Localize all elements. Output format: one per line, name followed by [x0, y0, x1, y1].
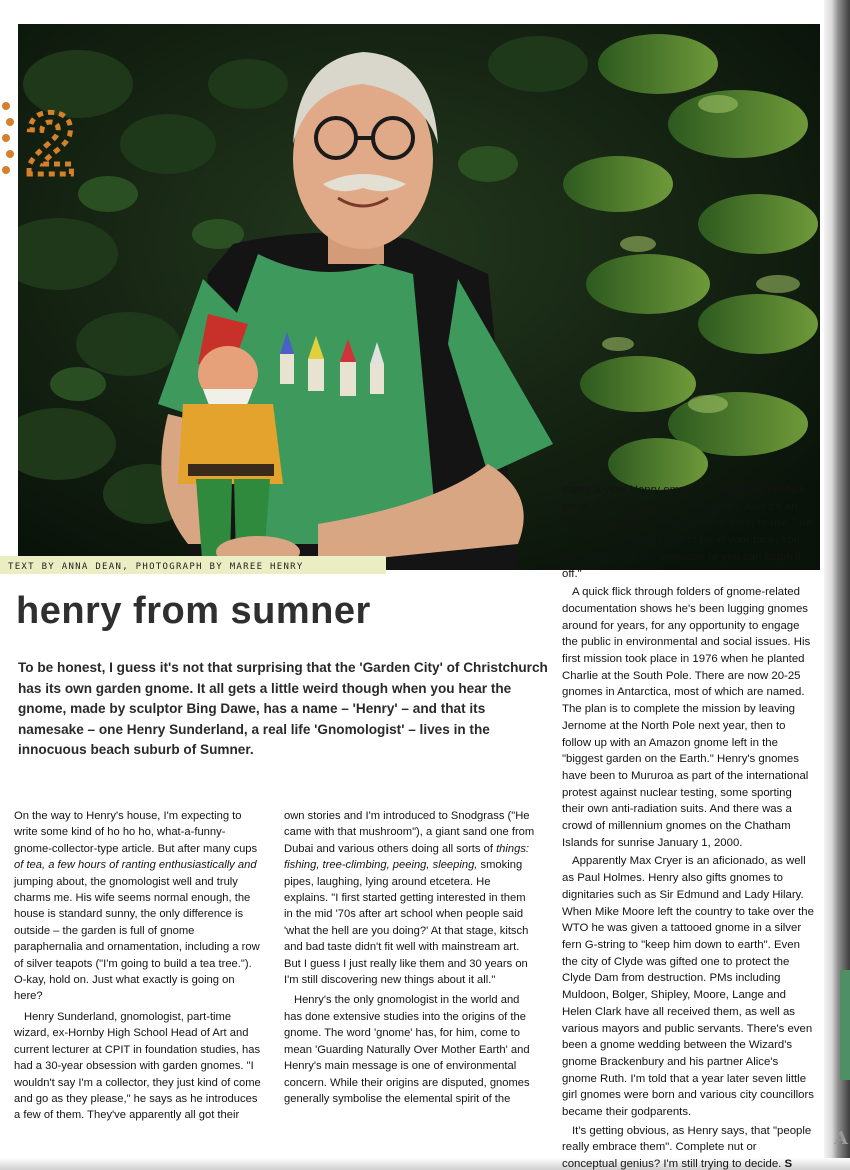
next-page-letter: A	[834, 1128, 848, 1149]
body-paragraph: A quick flick through folders of gnome-related documentation shows he's been lugging gnomes around for years, for any opportunity to engage the public in environmental and social issues. His first mission took place in 1976 when he planted Charlie at the South Pole. There are now 20-25 gnomes in Antarctica, most of which are named. The plan is to complete the mission by leaving Jernome at the North Pole next year, then to follow up with an Amazon gnome left in the "biggest garden on the Earth." Henry's gnomes have been to Mururoa as part of the international protest against nuclear testing, some sporting their own anti-radiation suits. And there was a crowd of millennium gnomes on the Chatham Islands for sunrise January 1, 2000.	[562, 586, 811, 849]
body-column-3	[562, 482, 814, 1170]
body-text-italic: things: fishing, tree-climbing, peeing, sleeping,	[284, 842, 530, 872]
body-text-italic: of tea, a few hours of ranting enthusiastically and	[14, 859, 257, 872]
photo-credit: TEXT BY ANNA DEAN, PHOTOGRAPH BY MAREE HENRY	[8, 562, 304, 572]
article-lede: To be honest, I guess it's not that surprising that the 'Garden City' of Christchurch has its own garden gnome. It all gets a little weird though when you hear the gnome, made by sculptor Bing Dawe, has a name – 'Henry' – and that its namesake – one Henry Sunderland, a real life 'Gnomologist' – lives in the innocuous beach suburb of Sumner.	[18, 660, 548, 757]
body-paragraph: earth, a view Henry employs to highlight the fact we're slowing destroying the planet. And it's an ingenious symbol. "They're a fun thing to use," he says, "as it doesn't have to be in your face. You can either take the message or you can laugh it off."	[562, 484, 812, 580]
page-edge-shadow	[824, 0, 850, 1170]
body-paragraph	[14, 808, 262, 1005]
body-paragraph: Apparently Max Cryer is an aficionado, as well as Paul Holmes. Henry also gifts gnomes to dignitaries such as Sir Edmund and Lady Hilary. When Mike Moore left the country to take over the WTO he was given a tattooed gnome in a silver fern G-string to "keep him down to earth". Even the city of Clyde was gifted one to protect the Clyde Dam from destruction. PMs including Muldoon, Bolger, Shipley, Moore, Lange and Helen Clark have all received them, as well as various mayors and public servants. There's even been a gnome wedding between the Wizard's gnome Brackenbury and his partner Alice's gnome Ruth. I'm told that a year later seven little girl gnomes were born and various city councillors became their godparents.	[562, 855, 814, 1119]
badge-dots	[2, 102, 14, 174]
body-text: jumping about, the gnomologist well and truly charms me. His wife seems normal enough, the house is standard sunny, the only difference is outside – the garden is full of gnome paraphernalia and ornamentation, including a row of silver teapots ("I'm going to build a tea tree."). O-kay, hold on. Just what exactly is going on here?	[14, 875, 260, 1003]
body-text: smoking pipes, laughing, lying around etcetera. He explains. "I first started getting interested in them in the mid '70s after art school when people said 'what the hell are you doing?' At that stage, kitsch and bad taste didn't fit well with mainstream art. But I guess I just really like them and 30 years on I'm still discovering new things about it all."	[284, 859, 529, 987]
end-mark: S	[784, 1158, 793, 1170]
body-paragraph: Henry Sunderland, gnomologist, part-time wizard, ex-Hornby High School Head of Art and current lecturer at CPIT in foundation studies, has had a 30-year obsession with garden gnomes. "I wouldn't say I'm a collector, they just kind of come and go as they please," he says as he introduces a few of them. They've apparently all got their	[14, 1010, 261, 1122]
body-paragraph	[562, 1123, 814, 1170]
body-text: own stories and I'm introduced to Snodgrass ("He came with that mushroom"), a giant sand one from Dubai and various others doing all sorts of	[284, 810, 535, 855]
article-headline: henry from sumner	[16, 590, 371, 632]
body-paragraph: Henry's the only gnomologist in the world and has done extensive studies into the origins of the gnome. The word 'gnome' has, for him, come to mean 'Guarding Naturally Over Mother Earth' and Henry's main message is one of environmental concern. While their origins are disputed, gnomes generally symbolise the elemental spirit of the	[284, 994, 530, 1105]
body-column-2	[284, 808, 536, 1107]
issue-number-badge	[0, 96, 86, 186]
body-paragraph	[284, 808, 536, 988]
badge-numeral: 2	[26, 96, 75, 186]
body-text: On the way to Henry's house, I'm expecting to write some kind of ho ho ho, what-a-funny-gnome-collector-type article. But after many cups	[14, 810, 258, 855]
body-column-1	[14, 808, 262, 1124]
body-text: It's getting obvious, as Henry says, that "people really embrace them". Complete nut or conceptual genius? I'm still trying to decide.	[562, 1124, 812, 1170]
next-page-color-tab	[840, 970, 850, 1080]
